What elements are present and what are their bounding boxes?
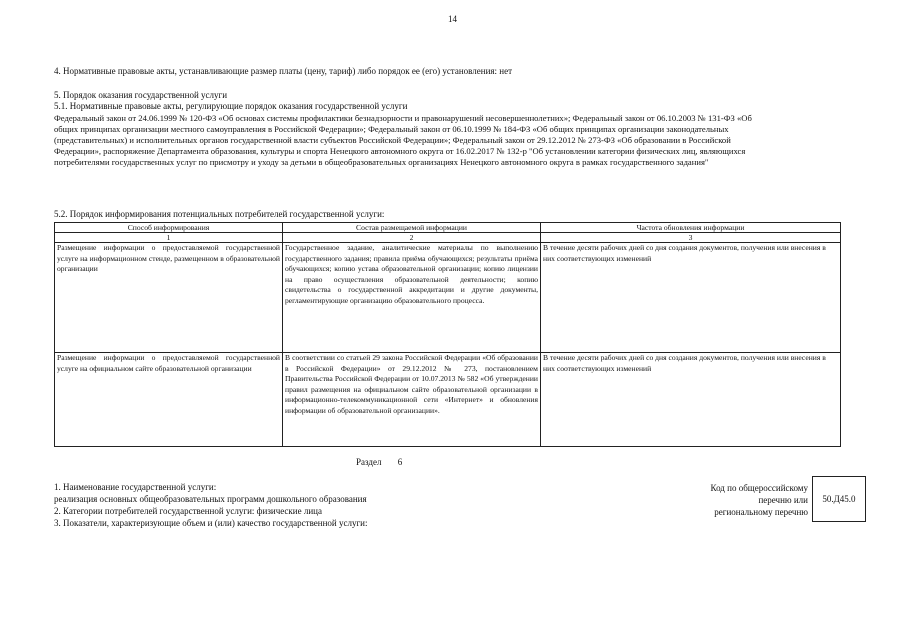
code-label (620, 482, 808, 518)
column-number: 3 (541, 233, 841, 243)
acts-line: Федеральный закон от 24.06.1999 № 120-ФЗ «Об основах системы профилактики безнадзорности и правонарушений несовершеннолетних»; Федеральный закон от 06.10.2003 № 131-ФЗ «Об (54, 113, 752, 123)
cell-frequency: В течение десяти рабочих дней со дня создания документов, получения или внесения в них соответствующих изменений (541, 353, 841, 447)
acts-line: общих принципах организации местного самоуправления в Российской Федерации»; Федеральный закон от 06.10.1999 № 184-ФЗ «Об общих принципах организации законодательных (54, 124, 729, 134)
table-number-row (55, 233, 841, 243)
header-frequency: Частота обновления информации (541, 223, 841, 233)
page-number: 14 (448, 14, 457, 24)
bottom-item-3: 3. Показатели, характеризующие объем и (или) качество государственной услуги: (54, 518, 368, 528)
table-row (55, 243, 841, 353)
acts-line: (представительных) и исполнительных органов государственной власти субъектов Российской Федерации»; Федеральный закон от 29.12.2012 № 273-ФЗ «Об образовании в Российской (54, 135, 731, 145)
cell-method: Размещение информации о предоставляемой государственной услуге на официальном сайте образовательной организации (55, 353, 283, 447)
cell-method: Размещение информации о предоставляемой государственной услуге на информационном стенде, размещенном в образовательной организации (55, 243, 283, 353)
code-value: 50.Д45.0 (822, 494, 856, 504)
bottom-item-2: 2. Категории потребителей государственной услуги: физические лица (54, 506, 322, 516)
section-heading (356, 457, 402, 467)
cell-content: Государственное задание, аналитические материалы по выполнению государственного задания; правила приёма обучающихся; результаты приёма обучающихся; копию устава образовательной организации; копию лицензии на право осуществления образовательной деятельности; копию свидетельства о государственной аккредитации и другие документы, регламентирующие организацию образовательного процесса. (283, 243, 541, 353)
code-label-line: перечню или (758, 495, 808, 505)
code-label-line: Код по общероссийскому (710, 483, 808, 493)
cell-frequency: В течение десяти рабочих дней со дня создания документов, получения или внесения в них соответствующих изменений (541, 243, 841, 353)
acts-line: потребителями государственных услуг по присмотру и уходу за детьми в общеобразовательных организациях Ненецкого автономного округа в рамках государственного задания" (54, 157, 709, 167)
informing-table (54, 222, 841, 447)
code-label-line: региональному перечню (714, 507, 808, 517)
header-content: Состав размещаемой информации (283, 223, 541, 233)
cell-content: В соответствии со статьей 29 закона Российской Федерации «Об образовании в Российской Федерации» от 29.12.2012 № 273, постановлением Правительства Российской Федерации от 10.07.2013 № 582 «Об утверждении правил размещения на официальном сайте образовательной организации в информационно-телекоммуникационной сети «Интернет» и обновления информации об образовательной организации». (283, 353, 541, 447)
item-5-2-title: 5.2. Порядок информирования потенциальных потребителей государственной услуги: (54, 209, 385, 219)
section-label: Раздел (356, 457, 382, 467)
header-method: Способ информирования (55, 223, 283, 233)
item-5-title: 5. Порядок оказания государственной услуги (54, 90, 228, 100)
item-5-1-acts-text (54, 113, 874, 168)
column-number: 2 (283, 233, 541, 243)
section-number: 6 (397, 457, 403, 467)
item-5-1-title: 5.1. Нормативные правовые акты, регулирующие порядок оказания государственной услуги (54, 101, 408, 111)
item-4-payment-acts: 4. Нормативные правовые акты, устанавливающие размер платы (цену, тариф) либо порядок ее (его) установления: нет (54, 66, 513, 76)
table-row (55, 353, 841, 447)
acts-line: Федерации», распоряжение Департамента образования, культуры и спорта Ненецкого автономного округа от 16.02.2017 № 132-р "Об установлении категории физических лиц, являющихся (54, 146, 746, 156)
bottom-item-1-title: 1. Наименование государственной услуги: (54, 482, 217, 492)
code-box (812, 476, 866, 522)
column-number: 1 (55, 233, 283, 243)
bottom-item-1-value: реализация основных общеобразовательных программ дошкольного образования (54, 494, 367, 504)
table-header-row (55, 223, 841, 233)
